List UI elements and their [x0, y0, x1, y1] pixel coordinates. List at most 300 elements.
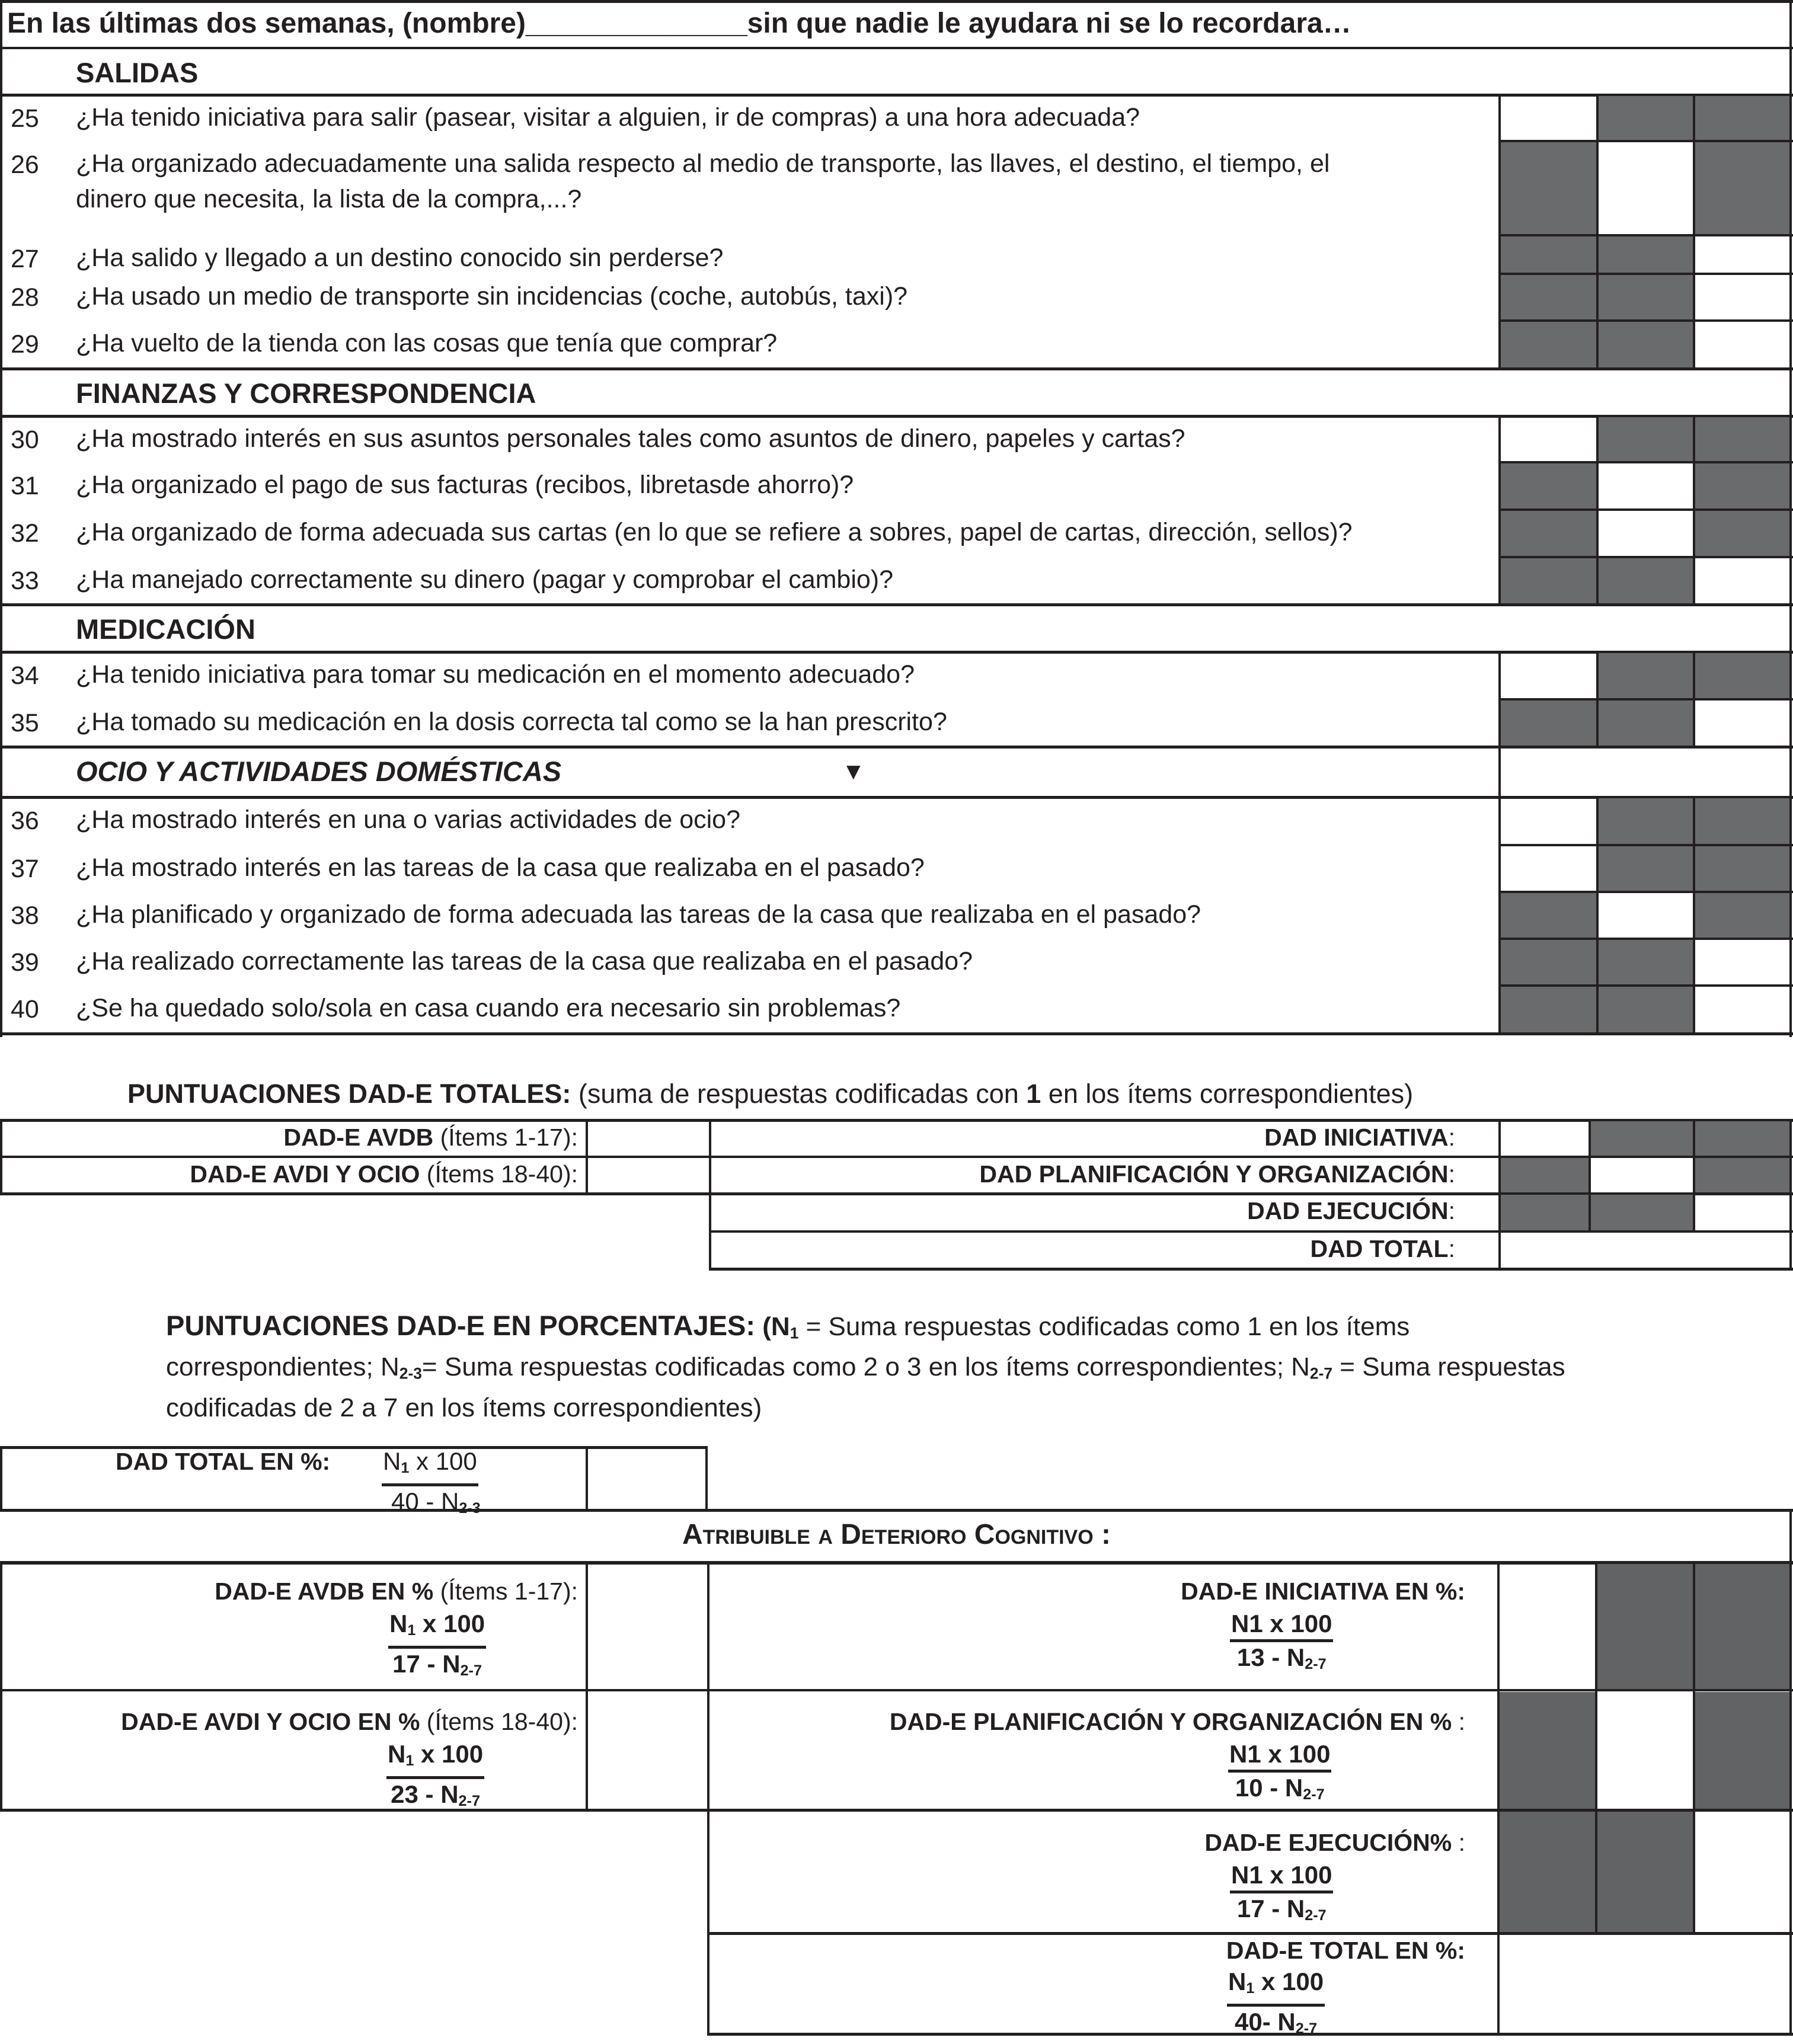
answer-cell[interactable]	[1694, 275, 1791, 319]
ejec-pct-label	[1204, 1829, 1465, 1857]
item-number: 33	[11, 567, 39, 595]
percent-description	[166, 1309, 1707, 1425]
desc-line2a: correspondientes; N	[166, 1352, 399, 1382]
dad-total-pct-value[interactable]	[588, 1448, 704, 1509]
shaded-answer-cell	[1694, 893, 1791, 938]
divider	[1498, 511, 1501, 558]
divider	[1693, 798, 1695, 846]
shaded-answer-cell	[1500, 463, 1597, 508]
shaded-answer-cell	[1500, 700, 1597, 746]
desc-sub2: 2-7	[1309, 1364, 1333, 1383]
divider	[0, 47, 1793, 49]
shaded-answer-cell	[1694, 463, 1791, 508]
total-value-cell[interactable]	[1500, 1121, 1590, 1156]
desc-sub1: 2-3	[399, 1364, 422, 1383]
desc-n1-sub: 1	[790, 1324, 799, 1342]
divider	[1789, 1561, 1792, 1689]
item-number: 26	[11, 151, 39, 179]
answer-cell[interactable]	[1500, 96, 1597, 140]
planif-pct-formula	[1228, 1739, 1331, 1810]
divider	[1595, 1809, 1597, 1932]
divider	[1589, 1192, 1591, 1230]
divider	[1693, 1689, 1695, 1809]
divider	[1596, 142, 1599, 236]
subscript: 2-7	[1305, 1907, 1327, 1924]
divider	[1693, 142, 1695, 236]
divider	[1693, 1561, 1695, 1689]
frac-text: x 100	[409, 1447, 477, 1475]
shaded-answer-cell	[1597, 940, 1694, 984]
subscript: 1	[1246, 1980, 1255, 1997]
answer-cell[interactable]	[1500, 417, 1597, 461]
shaded-answer-cell	[1500, 558, 1597, 603]
frac-text: x 100	[416, 1610, 485, 1637]
divider	[1789, 700, 1792, 748]
item-number: 38	[11, 901, 39, 930]
divider	[1498, 1156, 1501, 1192]
divider	[1693, 463, 1695, 511]
planificacion-total-label-colon: :	[1448, 1160, 1455, 1188]
ejecucion-total-label-text: DAD EJECUCIÓN	[1247, 1197, 1449, 1224]
subscript: 1	[405, 1752, 414, 1770]
shaded-answer-cell	[1597, 96, 1694, 140]
iniciativa-pct-formula	[1230, 1608, 1333, 1680]
answer-cell[interactable]	[1597, 463, 1694, 508]
totals-title-rest1: (suma de respuestas codificadas con	[571, 1079, 1027, 1109]
section-title: OCIO Y ACTIVIDADES DOMÉSTICAS	[76, 756, 562, 787]
frac-text: 17 - N	[1236, 1895, 1305, 1923]
divider	[1498, 893, 1501, 940]
divider	[1596, 798, 1599, 846]
totals-title	[127, 1079, 1413, 1109]
dad-total-pct-formula-numerator	[382, 1446, 478, 1486]
shaded-answer-cell	[1597, 700, 1694, 746]
divider	[1789, 940, 1792, 987]
divider	[1498, 236, 1501, 275]
divider	[0, 1561, 2, 1809]
answer-cell[interactable]	[1694, 236, 1791, 273]
section-title: MEDICACIÓN	[76, 613, 255, 645]
divider	[1498, 798, 1501, 846]
total-pct-formula-numerator	[1227, 1966, 1325, 2007]
ejec-pct-formula-numerator	[1230, 1860, 1333, 1893]
divider	[1693, 558, 1695, 606]
shaded-answer-cell	[1597, 236, 1694, 273]
dad-total-label-text: DAD TOTAL	[1310, 1235, 1449, 1262]
divider	[1789, 96, 1792, 142]
section-title: SALIDAS	[76, 57, 199, 88]
shaded-answer-cell	[1500, 511, 1597, 556]
iniciativa-pct-formula-numerator	[1230, 1608, 1333, 1642]
divider	[1498, 96, 1501, 142]
ejec-pct-formula	[1230, 1860, 1333, 1931]
item-question-cont: dinero que necesita, la lista de la compra,...?	[76, 185, 582, 213]
shaded-total-cell	[1694, 1158, 1791, 1192]
divider	[0, 1119, 2, 1192]
divider	[1789, 1809, 1792, 1932]
planificacion-total-label	[979, 1160, 1455, 1188]
item-number: 32	[11, 519, 39, 548]
shaded-answer-cell	[1597, 653, 1694, 698]
planif-pct-formula-numerator	[1228, 1739, 1331, 1773]
ejecucion-total-label	[1247, 1197, 1455, 1225]
divider	[1498, 846, 1501, 893]
answer-cell[interactable]	[1694, 987, 1791, 1032]
divider	[1789, 1119, 1792, 1156]
avdb-pct-label	[215, 1578, 578, 1605]
divider	[1789, 846, 1792, 893]
shaded-answer-cell	[1694, 96, 1791, 140]
planif-pct-label-colon: :	[1452, 1708, 1465, 1735]
item-number: 25	[11, 104, 39, 133]
frac-text: - N	[1262, 2008, 1296, 2036]
item-question: ¿Ha vuelto de la tienda con las cosas que tenía que comprar?	[76, 329, 778, 357]
avdi-total-label-bold: DAD-E AVDI Y OCIO	[190, 1160, 420, 1188]
frac-text: 13 - N	[1236, 1643, 1305, 1671]
avdi-total-label-rest: (Ítems 18-40):	[420, 1160, 578, 1188]
dad-total-pct-label: DAD TOTAL EN %:	[116, 1448, 331, 1475]
desc-line3: codificadas de 2 a 7 en los ítems correspondientes)	[166, 1393, 762, 1422]
divider	[0, 603, 1793, 606]
shaded-total-cell	[1590, 1195, 1694, 1230]
item-question: ¿Ha realizado correctamente las tareas de la casa que realizaba en el pasado?	[76, 947, 973, 975]
divider	[1693, 987, 1695, 1035]
item-number: 35	[11, 709, 39, 737]
desc-line1: = Suma respuestas codificadas como 1 en los ítems	[798, 1312, 1410, 1341]
divider	[707, 1561, 709, 2033]
attributable-title: Atribuible a Deterioro Cognitivo :	[682, 1519, 1111, 1550]
frac-text: x 100	[1254, 1968, 1324, 1995]
divider	[1498, 417, 1501, 463]
shaded-answer-cell	[1694, 798, 1791, 844]
pct-value-cell[interactable]	[1498, 1564, 1596, 1689]
answer-cell[interactable]	[1500, 798, 1597, 844]
item-question: ¿Ha planificado y organizado de forma adecuada las tareas de la casa que realizaba en el pasado?	[76, 900, 1201, 929]
shaded-answer-cell	[1500, 275, 1597, 319]
frac-text: 23 - N	[391, 1780, 459, 1809]
intro-line	[7, 5, 1351, 43]
avdi-pct-label-rest: (Ítems 18-40):	[420, 1708, 578, 1735]
divider	[1596, 236, 1599, 275]
ejec-pct-label-colon: :	[1452, 1829, 1465, 1856]
divider	[1693, 236, 1695, 275]
divider	[1596, 275, 1599, 322]
item-number: 40	[11, 995, 39, 1023]
frac-text: N1 x 100	[1231, 1861, 1332, 1889]
shaded-answer-cell	[1694, 653, 1791, 698]
intro-part1: En las últimas dos semanas, (nombre)	[7, 8, 526, 39]
answer-cell[interactable]	[1597, 142, 1694, 234]
frac-text: N1 x 100	[1229, 1740, 1331, 1768]
avdi-pct-formula-denominator	[386, 1779, 484, 1816]
divider	[1497, 1809, 1500, 1932]
divider	[1693, 846, 1695, 893]
subscript: 2-7	[458, 1793, 480, 1810]
divider	[1596, 511, 1599, 558]
shaded-answer-cell	[1500, 940, 1597, 984]
answer-cell[interactable]	[1597, 893, 1694, 938]
divider	[0, 1032, 1793, 1035]
item-question: ¿Ha manejado correctamente su dinero (pagar y comprobar el cambio)?	[76, 565, 894, 594]
divider	[1693, 1809, 1695, 1932]
shaded-answer-cell	[1597, 558, 1694, 603]
iniciativa-total-label-colon: :	[1448, 1124, 1455, 1151]
shaded-total-cell	[1500, 1158, 1590, 1192]
divider	[1596, 653, 1599, 700]
shaded-answer-cell	[1694, 417, 1791, 461]
shaded-answer-cell	[1500, 987, 1597, 1032]
avdi-pct-formula	[386, 1739, 484, 1816]
divider	[1693, 96, 1695, 142]
shaded-answer-cell	[1597, 987, 1694, 1032]
divider	[1693, 940, 1695, 987]
divider	[1789, 1192, 1792, 1230]
frac-text: N	[388, 1740, 406, 1768]
item-question: ¿Se ha quedado solo/sola en casa cuando era necesario sin problemas?	[76, 994, 901, 1022]
divider	[1789, 322, 1792, 370]
avdb-pct-label-bold: DAD-E AVDB EN %	[215, 1578, 434, 1605]
shaded-answer-cell	[1597, 275, 1694, 319]
dad-total-label-colon: :	[1448, 1235, 1455, 1262]
iniciativa-total-label	[1264, 1124, 1455, 1151]
divider	[1596, 463, 1599, 511]
total-pct-formula-denominator	[1227, 2007, 1325, 2044]
avdb-pct-formula-numerator	[388, 1608, 486, 1649]
shaded-pct-cell	[1498, 1812, 1596, 1932]
shaded-answer-cell	[1500, 322, 1597, 367]
intro-part2: sin que nadie le ayudara ni se lo recordara…	[747, 8, 1351, 39]
divider	[1498, 322, 1501, 370]
divider	[1789, 1156, 1792, 1192]
divider	[1498, 987, 1501, 1035]
divider	[1693, 275, 1695, 322]
divider	[1789, 142, 1792, 236]
divider	[1693, 893, 1695, 940]
planificacion-total-label-text: DAD PLANIFICACIÓN Y ORGANIZACIÓN	[979, 1160, 1449, 1188]
divider	[1498, 940, 1501, 987]
divider	[709, 1268, 1793, 1271]
subscript: 1	[407, 1622, 416, 1639]
subscript: 2-3	[459, 1500, 481, 1517]
divider	[1789, 987, 1792, 1035]
frac-text: 17 - N	[392, 1650, 461, 1678]
iniciativa-pct-formula-denominator	[1230, 1642, 1333, 1680]
divider	[1789, 463, 1792, 511]
shaded-pct-cell	[1694, 1692, 1791, 1809]
divider	[1789, 275, 1792, 322]
answer-cell[interactable]	[1500, 846, 1597, 891]
subscript: 2-7	[1305, 1656, 1327, 1673]
avdb-total-value[interactable]	[588, 1121, 707, 1156]
divider	[1693, 700, 1695, 748]
item-number: 36	[11, 807, 39, 835]
divider	[705, 1446, 708, 1511]
item-number: 31	[11, 472, 39, 500]
down-triangle-icon: ▼	[842, 759, 865, 785]
item-question: ¿Ha tenido iniciativa para salir (pasear, visitar a alguien, ir de compras) a una hora adecuada?	[76, 103, 1140, 132]
totals-title-rest2: en los ítems correspondientes)	[1041, 1079, 1414, 1109]
divider	[1498, 1119, 1501, 1156]
dad-total-pct-formula	[379, 1446, 481, 1524]
shaded-answer-cell	[1694, 511, 1791, 556]
frac-text: N	[389, 1610, 408, 1637]
frac-text: N1 x 100	[1231, 1610, 1332, 1637]
subscript: 1	[401, 1460, 410, 1477]
item-number: 29	[11, 330, 39, 359]
total-pct-formula	[1227, 1966, 1325, 2044]
total-pct-value[interactable]	[1500, 1935, 1789, 2033]
avdb-pct-value[interactable]	[588, 1565, 705, 1689]
divider	[1497, 1561, 1500, 1689]
subscript: 2-7	[1295, 2020, 1318, 2037]
item-question: ¿Ha usado un medio de transporte sin incidencias (coche, autobús, taxi)?	[76, 282, 908, 311]
frac-text: 10 - N	[1235, 1774, 1303, 1802]
iniciativa-pct-label-text: DAD-E INICIATIVA EN %:	[1181, 1578, 1465, 1605]
section-title: FINANZAS Y CORRESPONDENCIA	[76, 378, 536, 409]
divider	[709, 1119, 711, 1268]
item-number: 30	[11, 426, 39, 454]
percent-title: PUNTUACIONES DAD-E EN PORCENTAJES:	[166, 1310, 756, 1341]
total-value-cell[interactable]	[1590, 1158, 1694, 1192]
answer-cell[interactable]	[1500, 653, 1597, 698]
item-question: ¿Ha tomado su medicación en la dosis correcta tal como se la han prescrito?	[76, 708, 947, 736]
answer-cell[interactable]	[1694, 558, 1791, 603]
divider	[0, 1509, 1793, 1512]
avdb-total-label-rest: (Ítems 1-17):	[433, 1124, 578, 1151]
divider	[1497, 1689, 1500, 1809]
iniciativa-pct-label	[1181, 1578, 1465, 1605]
answer-cell[interactable]	[1694, 940, 1791, 984]
avdb-pct-formula	[388, 1608, 486, 1686]
divider	[1498, 653, 1501, 700]
divider	[1789, 798, 1792, 846]
shaded-answer-cell	[1500, 142, 1597, 234]
ejec-pct-formula-denominator	[1230, 1893, 1333, 1931]
divider	[1595, 1689, 1597, 1809]
shaded-answer-cell	[1500, 236, 1597, 273]
divider	[1789, 653, 1792, 700]
item-question: ¿Ha mostrado interés en las tareas de la casa que realizaba en el pasado?	[76, 853, 925, 882]
ejec-pct-label-text: DAD-E EJECUCIÓN%	[1204, 1829, 1452, 1856]
totals-title-bold: PUNTUACIONES DAD-E TOTALES:	[127, 1079, 571, 1109]
pct-value-cell[interactable]	[1596, 1692, 1694, 1809]
shaded-answer-cell	[1694, 846, 1791, 891]
shaded-answer-cell	[1597, 798, 1694, 844]
shaded-total-cell	[1500, 1195, 1590, 1230]
divider	[0, 746, 1793, 748]
avdi-pct-value[interactable]	[588, 1691, 705, 1809]
shaded-answer-cell	[1597, 417, 1694, 461]
item-question: ¿Ha organizado el pago de sus facturas (recibos, libretasde ahorro)?	[76, 471, 854, 499]
shaded-answer-cell	[1500, 893, 1597, 938]
divider	[1498, 275, 1501, 322]
divider	[1589, 1156, 1591, 1192]
divider	[1498, 142, 1501, 236]
divider	[1789, 236, 1792, 275]
divider	[1789, 893, 1792, 940]
shaded-total-cell	[1590, 1121, 1694, 1156]
divider	[1596, 940, 1599, 987]
item-number: 27	[11, 245, 39, 273]
divider	[1595, 1561, 1597, 1689]
planif-pct-formula-denominator	[1228, 1773, 1331, 1810]
divider	[0, 1446, 2, 1511]
frac-text: x 100	[414, 1740, 484, 1768]
avdb-total-label-bold: DAD-E AVDB	[283, 1124, 434, 1151]
answer-cell[interactable]	[1597, 511, 1694, 556]
divider	[1596, 987, 1599, 1035]
answer-cell[interactable]	[1694, 700, 1791, 746]
divider	[1693, 1192, 1695, 1230]
divider	[0, 1689, 1793, 1691]
divider	[1596, 322, 1599, 370]
shaded-total-cell	[1694, 1121, 1791, 1156]
item-question: ¿Ha organizado adecuadamente una salida respecto al medio de transporte, las llaves, el destino, el tiempo, el	[76, 149, 1330, 178]
ejecucion-total-label-colon: :	[1448, 1197, 1455, 1224]
name-blank[interactable]: ______________	[525, 8, 747, 39]
avdi-pct-label-bold: DAD-E AVDI Y OCIO EN %	[121, 1708, 420, 1735]
avdi-total-value[interactable]	[588, 1158, 707, 1192]
total-value-cell[interactable]	[1694, 1195, 1791, 1230]
subscript: 2-7	[1303, 1786, 1325, 1803]
item-number: 28	[11, 283, 39, 312]
total-pct-label-text: DAD-E TOTAL EN %:	[1226, 1937, 1465, 1964]
divider	[1693, 1156, 1695, 1192]
desc-line2b: = Suma respuestas codificadas como 2 o 3 en los ítems correspondientes; N	[421, 1352, 1310, 1382]
divider	[1589, 1119, 1591, 1156]
avdi-total-label	[190, 1160, 578, 1188]
pct-value-cell[interactable]	[1694, 1812, 1791, 1932]
shaded-pct-cell	[1596, 1564, 1694, 1689]
divider	[1693, 653, 1695, 700]
divider	[0, 367, 1793, 370]
divider	[1498, 700, 1501, 748]
item-question: ¿Ha tenido iniciativa para tomar su medicación en el momento adecuado?	[76, 660, 915, 689]
desc-n1: (N	[755, 1312, 790, 1341]
item-number: 34	[11, 661, 39, 690]
divider	[1596, 417, 1599, 463]
planif-pct-label-text: DAD-E PLANIFICACIÓN Y ORGANIZACIÓN EN %	[889, 1708, 1452, 1735]
shaded-pct-cell	[1694, 1564, 1791, 1689]
divider	[1498, 463, 1501, 511]
avdb-pct-label-rest: (Ítems 1-17):	[433, 1578, 578, 1605]
totals-title-one: 1	[1026, 1079, 1041, 1109]
desc-line2c: = Suma respuestas	[1332, 1352, 1565, 1382]
divider	[1498, 1192, 1501, 1230]
shaded-pct-cell	[1498, 1692, 1596, 1809]
avdi-pct-formula-numerator	[386, 1739, 484, 1779]
divider	[1789, 511, 1792, 558]
divider	[1596, 846, 1599, 893]
dad-total-value[interactable]	[1501, 1233, 1789, 1267]
item-number: 39	[11, 948, 39, 977]
divider	[1789, 558, 1792, 606]
shaded-answer-cell	[1597, 322, 1694, 367]
shaded-answer-cell	[1597, 846, 1694, 891]
top-border	[0, 0, 1793, 3]
divider	[1693, 511, 1695, 558]
frac-text: 40 - N	[391, 1488, 459, 1516]
divider	[1693, 1119, 1695, 1156]
divider	[1693, 322, 1695, 370]
divider	[1498, 748, 1501, 796]
divider	[1789, 1689, 1792, 1809]
divider	[1596, 558, 1599, 606]
item-number: 37	[11, 855, 39, 883]
item-question: ¿Ha mostrado interés en una o varias actividades de ocio?	[76, 805, 741, 834]
answer-cell[interactable]	[1694, 322, 1791, 367]
divider	[1596, 893, 1599, 940]
